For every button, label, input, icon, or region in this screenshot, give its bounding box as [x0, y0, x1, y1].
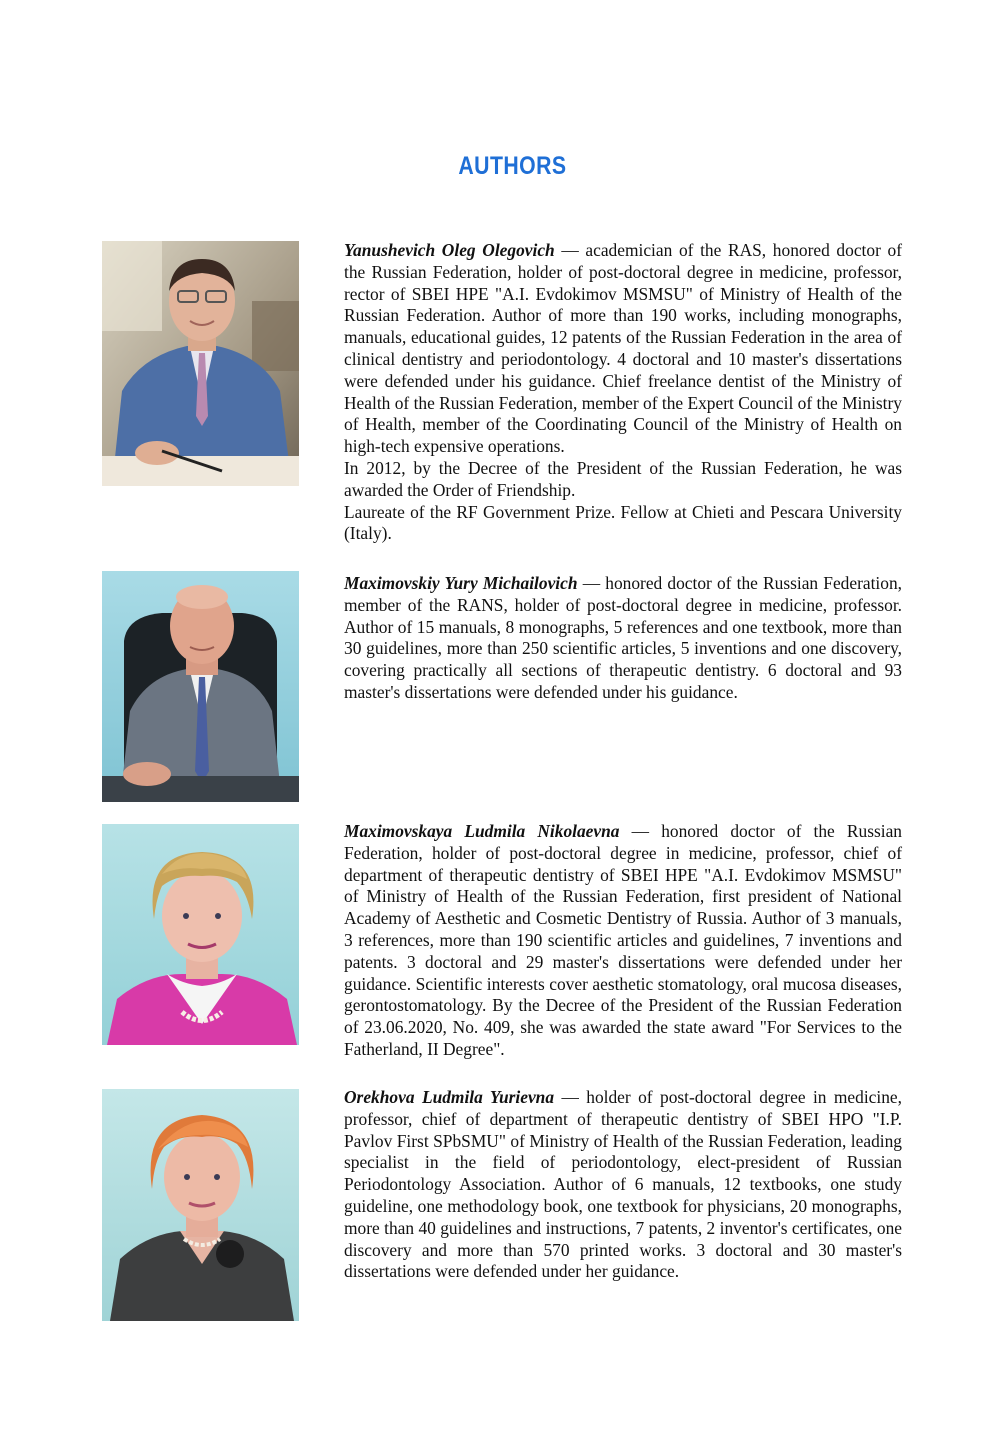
author-name: Yanushevich Oleg Olegovich — [344, 240, 555, 260]
author-photo-maximovskaya — [102, 824, 299, 1045]
author-name: Orekhova Ludmila Yurievna — [344, 1087, 555, 1107]
author-bio-orekhova: Orekhova Ludmila Yurievna — holder of post-doctoral degree in medicine, professor, chief of department of therapeutic dentistry of SBEI HPO "I.P. Pavlov First SPbSMU" of Ministry of Health of the Russian Federation, leading specialist in the field of periodontology, elect-president of Russian Periodontology Association. Author of 6 manuals, 12 textbooks, one study guideline, one methodology book, one textbook for physicians, 20 monographs, more than 40 guidelines and instructions, 7 patents, 2 inventor's certificates, one discovery and more than 570 printed works. 3 doctoral and 30 master's dissertations were defended under her guidance. — [344, 1087, 902, 1282]
author-bio-maximovskaya: Maximovskaya Ludmila Nikolaevna — honored doctor of the Russian Federation, holder of post-doctoral degree in medicine, professor, chief of department of therapeutic dentistry of SBEI HPE "A.I. Evdokimov MSMSU" of Ministry of Health of the Russian Federation, first president of National Academy of Aesthetic and Cosmetic Dentistry of Russia. Author of 3 manuals, 3 references, more than 190 scientific articles and guidelines, 7 inventions and patents. 3 doctoral and 29 master's dissertations were defended under her guidance. Scientific interests cover aesthetic stomatology, oral mucosa diseases, gerontostomatology. By the Decree of the President of the Russian Federation of 23.06.2020, No. 409, she was awarded the state award "For Services to the Fatherland, II Degree". — [344, 821, 903, 1059]
author-bio-maximovskiy: Maximovskiy Yury Michailovich — honored doctor of the Russian Federation, member of the RANS, holder of post-doctoral degree in medicine, professor. Author of 15 manuals, 8 monographs, 5 references and one textbook, more than 30 guidelines, more than 250 scientific articles, 5 inventions and one discovery, covering practically all sections of therapeutic dentistry. 6 doctoral and 93 master's dissertations were defended under his guidance. — [344, 573, 903, 702]
author-photo-maximovskiy — [102, 571, 299, 802]
author-photo-orekhova — [102, 1089, 299, 1321]
author-name: Maximovskaya Ludmila Nikolaevna — [344, 821, 620, 841]
author-name: Maximovskiy Yury Michailovich — [344, 573, 578, 593]
author-bio-yanushevich: Yanushevich Oleg Olegovich — academician of the RAS, honored doctor of the Russian Federation, holder of post-doctoral degree in medicine, professor, rector of SBEI HPE "A.I. Evdokimov MSMSU" of Ministry of Health of the Russian Federation. Author of more than 190 works, including monographs, manuals, educational guides, 12 patents of the Russian Federation in the area of clinical dentistry and periodontology. 4 doctoral and 10 master's dissertations were defended under his guidance. Chief freelance dentist of the Ministry of Health of the Russian Federation, member of the Expert Council of the Ministry of Health, member of the Coordinating Council of the Ministry of Health on high-tech expensive operations. In 2012, by the Decree of the President of the Russian Federation, he was awarded the Order of Friendship. Laureate of the RF Government Prize. Fellow at Chieti and Pescara University (Italy). — [344, 240, 902, 544]
page-title: AUTHORS — [458, 152, 567, 180]
author-photo-yanushevich — [102, 241, 299, 486]
